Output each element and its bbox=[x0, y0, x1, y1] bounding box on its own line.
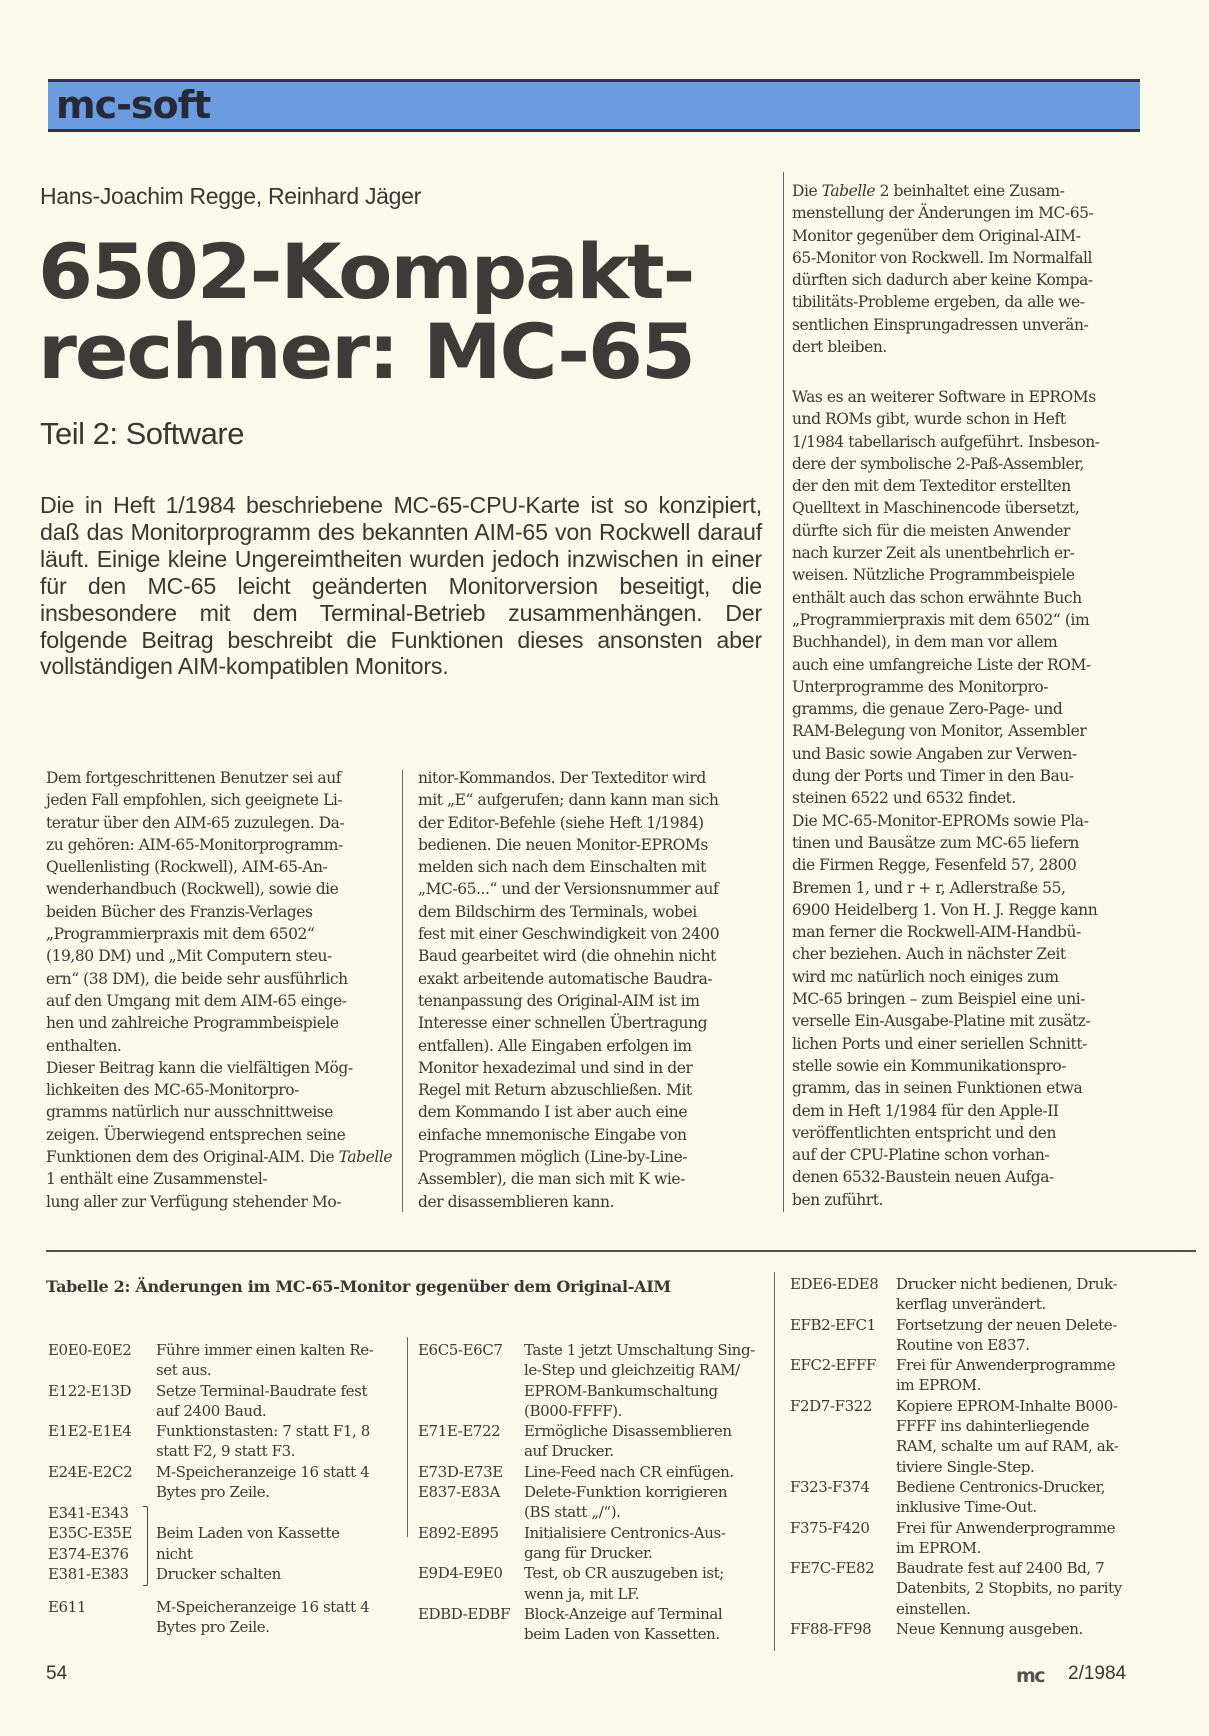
table-row bbox=[418, 1462, 768, 1482]
table-row-address: E837-E83A bbox=[418, 1483, 500, 1502]
magazine-logo: mc bbox=[1016, 1665, 1045, 1687]
table-row-description: M-Speicheranzeige 16 statt 4 Bytes pro Zeile. bbox=[156, 1462, 370, 1502]
table-row-address: F2D7-F322 bbox=[790, 1396, 873, 1415]
table-row-address: E374-E376 bbox=[48, 1544, 129, 1563]
table-row bbox=[790, 1558, 1190, 1619]
table-row-address: E122-E13D bbox=[48, 1381, 132, 1400]
table-row bbox=[790, 1315, 1190, 1356]
table-row-address: F375-F420 bbox=[790, 1518, 870, 1537]
table-row-address: EDBD-EDBF bbox=[418, 1604, 511, 1623]
table-row-address: E9D4-E9E0 bbox=[418, 1564, 503, 1583]
table-row-description: Setze Terminal-Baudrate fest auf 2400 Baud. bbox=[156, 1381, 368, 1420]
table-row-address: E381-E383 bbox=[48, 1564, 129, 1583]
table-row bbox=[790, 1518, 1190, 1559]
table-row-address: E1E2-E1E4 bbox=[48, 1422, 132, 1441]
article-authors: Hans-Joachim Regge, Reinhard Jäger bbox=[40, 183, 422, 209]
table-row-address: E73D-E73E bbox=[418, 1462, 503, 1481]
table-row-address: FE7C-FE82 bbox=[790, 1559, 875, 1578]
table-row-group bbox=[48, 1503, 378, 1593]
column-divider-left bbox=[402, 770, 403, 1212]
table-row-address: E892-E895 bbox=[418, 1523, 499, 1542]
table-row-description: M-Speicheranzeige 16 statt 4 Bytes pro Zeile. bbox=[156, 1598, 370, 1637]
article-title-line-2: rechner: MC-65 bbox=[38, 307, 694, 396]
table-row-description: Delete-Funktion korrigieren (BS statt „/“). bbox=[524, 1483, 728, 1522]
issue-number: 2/1984 bbox=[1068, 1663, 1127, 1684]
table-row-address: F323-F374 bbox=[790, 1478, 870, 1496]
table-row-description: Line-Feed nach CR einfügen. bbox=[524, 1462, 734, 1481]
table-row-address: E0E0-E0E2 bbox=[48, 1341, 132, 1359]
table-row bbox=[418, 1604, 768, 1645]
table-row bbox=[48, 1421, 388, 1462]
body-column-2: nitor-Kommandos. Der Texteditor wird mit „E“ aufgerufen; dann kann man sich der Editor-Befehle (siehe Heft 1/1984) bedienen. Die neuen Monitor-EPROMs melden sich nach dem Einschalten mit „MC-65...“ und der Versionsnummer auf dem Bildschirm des Terminals, wobei fest mit einer Geschwindigkeit von 2400 Baud gearbeitet wird (die ohnehin nicht exakt arbeitende automatische Baudra- tenanpassung des Original-AIM ist im Interesse einer schnellen Übertragung entfallen). Alle Eingaben erfolgen im Monitor hexadezimal und sind in der Regel mit Return abzuschließen. Mit dem Kommando I ist aber auch eine einfache mnemonische Eingabe von Programmen möglich (Line-by-Line- Assembler), die man sich mit K wie- der disassemblieren kann. bbox=[418, 769, 720, 1211]
table-title: Tabelle 2: Änderungen im MC-65-Monitor gegenüber dem Original-AIM bbox=[46, 1277, 671, 1296]
column-divider-right bbox=[783, 172, 784, 1212]
section-label: mc-soft bbox=[56, 83, 211, 127]
table-row bbox=[790, 1619, 1190, 1639]
table-row-description: Ermögliche Disassemblieren auf Drucker. bbox=[524, 1422, 732, 1461]
table-row-description: Test, ob CR auszugeben ist; wenn ja, mit LF. bbox=[524, 1564, 724, 1603]
table-row-address: E71E-E722 bbox=[418, 1422, 501, 1441]
table-row bbox=[418, 1523, 768, 1564]
body-column-3: Was es an weiterer Software in EPROMs und ROMs gibt, wurde schon in Heft 1/1984 tabellarisch aufgeführt. Insbeson- dere der symbolische 2-Paß-Assembler, der den mit dem Texteditor erstellten Quelltext in Maschinencode übersetzt, dürfte sich für die meisten Anwender nach kurzer Zeit als unentbehrlich er- weisen. Nützliche Programmbeispiele enthält auch das schon erwähnte Buch „Programmierpraxis mit dem 6502“ (im Buchhandel), in dem man vor allem auch eine umfangreiche Liste der ROM- Unterprogramme des Monitorpro- gramms, die genaue Zero-Page- und RAM-Belegung von Monitor, Assembler und Basic sowie Angaben zur Verwen- dung der Ports und Timer in den Bau- steinen 6522 und 6532 findet. Die MC-65-Monitor-EPROMs sowie Pla- tinen und Bausätze zum MC-65 liefern die Firmen Regge, Fesenfeld 57, 2800 Bremen 1, und r + r, Adlerstraße 55, 6900 Heidelberg 1. Von H. J. Regge kann man ferner die Rockwell-AIM-Handbü- cher beziehen. Auch in nächster Zeit wird mc natürlich noch einiges zum MC-65 bringen – zum Beispiel eine uni- verselle Ein-Ausgabe-Platine mit zusätz- lichen Ports und einer seriellen Schnitt- stelle sowie ein Kommunikationspro- gramm, das in seinen Funktionen etwa dem in Heft 1/1984 für den Apple-II veröffentlichten entspricht und den auf der CPU-Platine schon vorhan- denen 6532-Baustein neuen Aufga- ben zuführt. bbox=[792, 388, 1100, 1209]
table-row bbox=[790, 1355, 1190, 1396]
article-title bbox=[38, 227, 694, 396]
table-top-rule bbox=[46, 1250, 1196, 1252]
table-row-address: EFC2-EFFF bbox=[790, 1356, 877, 1375]
article-title-line-1: 6502-Kompakt- bbox=[38, 227, 694, 316]
page-number: 54 bbox=[46, 1663, 68, 1684]
table-row-address: E35C-E35E bbox=[48, 1524, 132, 1543]
table-row bbox=[48, 1597, 378, 1639]
body-column-3-intro bbox=[792, 180, 1192, 358]
table-row bbox=[48, 1340, 388, 1381]
intro-text-b: 2 beinhaltet eine Zusam- menstellung der Änderungen im MC-65- Monitor gegenüber dem Original-AIM- 65-Monitor von Rockwell. Im Normalfall dürften sich dadurch aber keine Kompa- tibilitäts-Probleme ergeben, da alle we- sentlichen Einsprungadressen unverän- dert bleiben. bbox=[792, 182, 1094, 357]
table-row-address: E24E-E2C2 bbox=[48, 1462, 133, 1481]
table-row-description: Führe immer einen kalten Re- set aus. bbox=[156, 1341, 374, 1380]
intro-text-a: Die bbox=[792, 182, 822, 200]
table-divider-1 bbox=[407, 1337, 408, 1537]
table-row-description: Block-Anzeige auf Terminal beim Laden von Kassetten. bbox=[524, 1604, 723, 1644]
body-column-1-text-b: 1 enthält eine Zusammenstel- lung aller zur Verfügung stehender Mo- bbox=[46, 1170, 341, 1211]
table-row-description: Drucker nicht bedienen, Druk- kerflag unverändert. bbox=[896, 1275, 1118, 1314]
table-row bbox=[418, 1340, 768, 1421]
article-subtitle: Teil 2: Software bbox=[40, 416, 244, 451]
table-row-address: E341-E343 bbox=[48, 1504, 129, 1522]
table-divider-2 bbox=[774, 1272, 775, 1651]
table-row-description: Initialisiere Centronics-Aus- gang für Drucker. bbox=[524, 1523, 726, 1562]
table-row-description: Fortsetzung der neuen Delete- Routine von E837. bbox=[896, 1315, 1117, 1354]
table-row bbox=[418, 1482, 768, 1523]
table-row bbox=[418, 1563, 768, 1604]
table-row bbox=[48, 1381, 388, 1422]
table-row bbox=[418, 1421, 768, 1462]
table-row bbox=[790, 1477, 1190, 1518]
table-row-description: Funktionstasten: 7 statt F1, 8 statt F2, 9 statt F3. bbox=[156, 1422, 370, 1461]
table-row-description: Kopiere EPROM-Inhalte B000- FFFF ins dahinterliegende RAM, schalte um auf RAM, ak- tiviere Single-Step. bbox=[896, 1396, 1119, 1476]
table-reference: Tabelle bbox=[338, 1148, 393, 1167]
table-row-address: E6C5-E6C7 bbox=[418, 1341, 503, 1359]
section-header-band bbox=[48, 79, 1140, 132]
table-row bbox=[790, 1396, 1190, 1477]
table-row-description: Neue Kennung ausgeben. bbox=[896, 1620, 1083, 1639]
table-row-description: Baudrate fest auf 2400 Bd, 7 Datenbits, 2 Stopbits, no parity einstellen. bbox=[896, 1559, 1122, 1618]
body-column-1-text-a: Dem fortgeschrittenen Benutzer sei auf jeden Fall empfohlen, sich geeignete Li- teratur über den AIM-65 zuzulegen. Da- zu gehören: AIM-65-Monitorprogramm- Quellenlisting (Rockwell), AIM-65-An- wenderhandbuch (Rockwell), sowie die beiden Bücher des Franzis-Verlages „Programmierpraxis mit dem 6502“ (19,80 DM) und „Mit Computern steu- ern“ (38 DM), die beide sehr ausführlich auf den Umgang mit dem AIM-65 einge- hen und zahlreiche Programmbeispiele enthalten. Dieser Beitrag kann die vielfältigen Mög- lichkeiten des MC-65-Monitorpro- gramms natürlich nur ausschnittweise zeigen. Überwiegend entsprechen seine Funktionen dem des Original-AIM. Die bbox=[46, 769, 353, 1167]
table-row-description: Frei für Anwenderprogramme im EPROM. bbox=[896, 1518, 1116, 1557]
article-lead: Die in Heft 1/1984 beschriebene MC-65-CPU-Karte ist so konzipiert, daß das Monitorprogramm des bekannten AIM-65 von Rockwell darauf läuft. Einige kleine Ungereimtheiten wurden jedoch inzwischen in einer für den MC-65 leicht geänderten Monitorversion beseitigt, die insbesondere mit dem Terminal-Betrieb zusammenhängen. Der folgende Beitrag beschreibt die Funktionen dieses ansonsten aber vollständigen AIM-kompatiblen Monitors. bbox=[40, 492, 762, 680]
table-row bbox=[48, 1462, 388, 1503]
table-row-address: FF88-FF98 bbox=[790, 1620, 872, 1639]
bracket-icon bbox=[143, 1506, 148, 1586]
table-row-description: Frei für Anwenderprogramme im EPROM. bbox=[896, 1356, 1116, 1395]
table-row-address: EDE6-EDE8 bbox=[790, 1275, 879, 1293]
table-reference: Tabelle bbox=[821, 182, 876, 200]
table-row bbox=[790, 1274, 1190, 1315]
table-row-description: Bediene Centronics-Drucker, inklusive Time-Out. bbox=[896, 1478, 1106, 1517]
body-column-1 bbox=[46, 767, 398, 1213]
table-row-description: Taste 1 jetzt Umschaltung Sing- le-Step und gleichzeitig RAM/ EPROM-Bankumschaltung (B000-FFFF). bbox=[524, 1341, 755, 1420]
table-row-address: EFB2-EFC1 bbox=[790, 1315, 876, 1334]
table-row-description: Beim Laden von Kassette nicht Drucker schalten bbox=[156, 1524, 340, 1583]
table-row-address: E611 bbox=[48, 1598, 86, 1616]
